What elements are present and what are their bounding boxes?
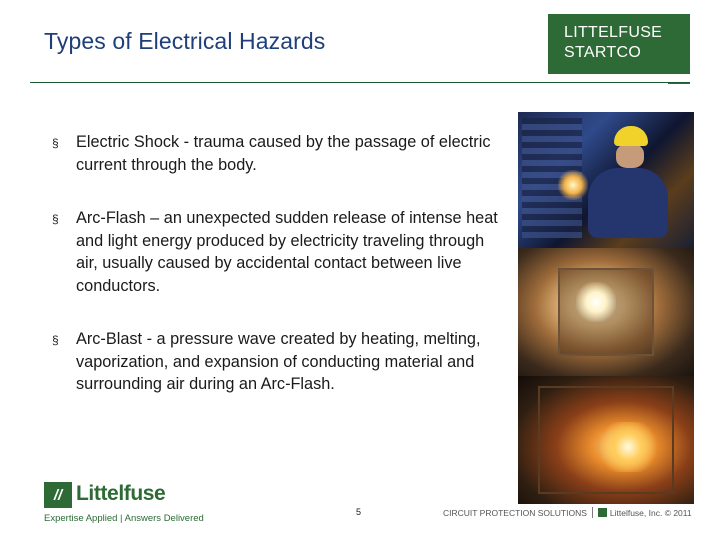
electrician-photo (518, 112, 694, 248)
brand-box-line2: STARTCO (564, 44, 642, 61)
littelfuse-logo-icon: // (44, 482, 72, 508)
brand-box (548, 14, 690, 74)
littelfuse-logo (44, 482, 214, 528)
page-number: 5 (356, 507, 362, 517)
title-divider (30, 82, 690, 83)
arc-blast-photo (518, 376, 694, 504)
littelfuse-mini-icon (598, 508, 607, 517)
copyright-label: Littelfuse, Inc. © 2011 (609, 507, 692, 518)
arc-flash-photo (518, 248, 694, 376)
bullet-arc-blast (52, 328, 502, 396)
worker-body-graphic (588, 168, 668, 238)
footer-separator (592, 507, 593, 518)
bullet-marker: § (52, 333, 59, 347)
bullet-list (52, 131, 502, 427)
bullet-text: Electric Shock - trauma caused by the passage of electric current through the body. (76, 133, 491, 174)
spark-graphic (558, 170, 588, 200)
blast-graphic (598, 422, 658, 472)
brand-underline (668, 83, 690, 84)
worker-face-graphic (616, 144, 644, 168)
division-label: CIRCUIT PROTECTION SOLUTIONS (443, 507, 587, 518)
brand-box-line1: LITTELFUSE (564, 24, 663, 41)
slide-title: Types of Electrical Hazards (44, 28, 326, 54)
bullet-text: Arc-Flash – an unexpected sudden release of intense heat and light energy produced by electricity traveling through air, usually caused by accidental contact between live conductors. (76, 209, 498, 295)
footer-info (443, 507, 692, 518)
flash-graphic (576, 282, 616, 322)
hard-hat-graphic (614, 126, 648, 146)
bullet-marker: § (52, 136, 59, 150)
hazard-photo-column (518, 112, 694, 504)
logo-wordmark: Littelfuse (76, 482, 166, 505)
bullet-marker: § (52, 212, 59, 226)
bullet-text: Arc-Blast - a pressure wave created by heating, melting, vaporization, and expansion of conducting material and surrounding air during an Arc-Flash. (76, 330, 481, 393)
bullet-electric-shock (52, 131, 502, 176)
logo-tagline: Expertise Applied | Answers Delivered (44, 513, 204, 524)
bullet-arc-flash (52, 207, 502, 297)
